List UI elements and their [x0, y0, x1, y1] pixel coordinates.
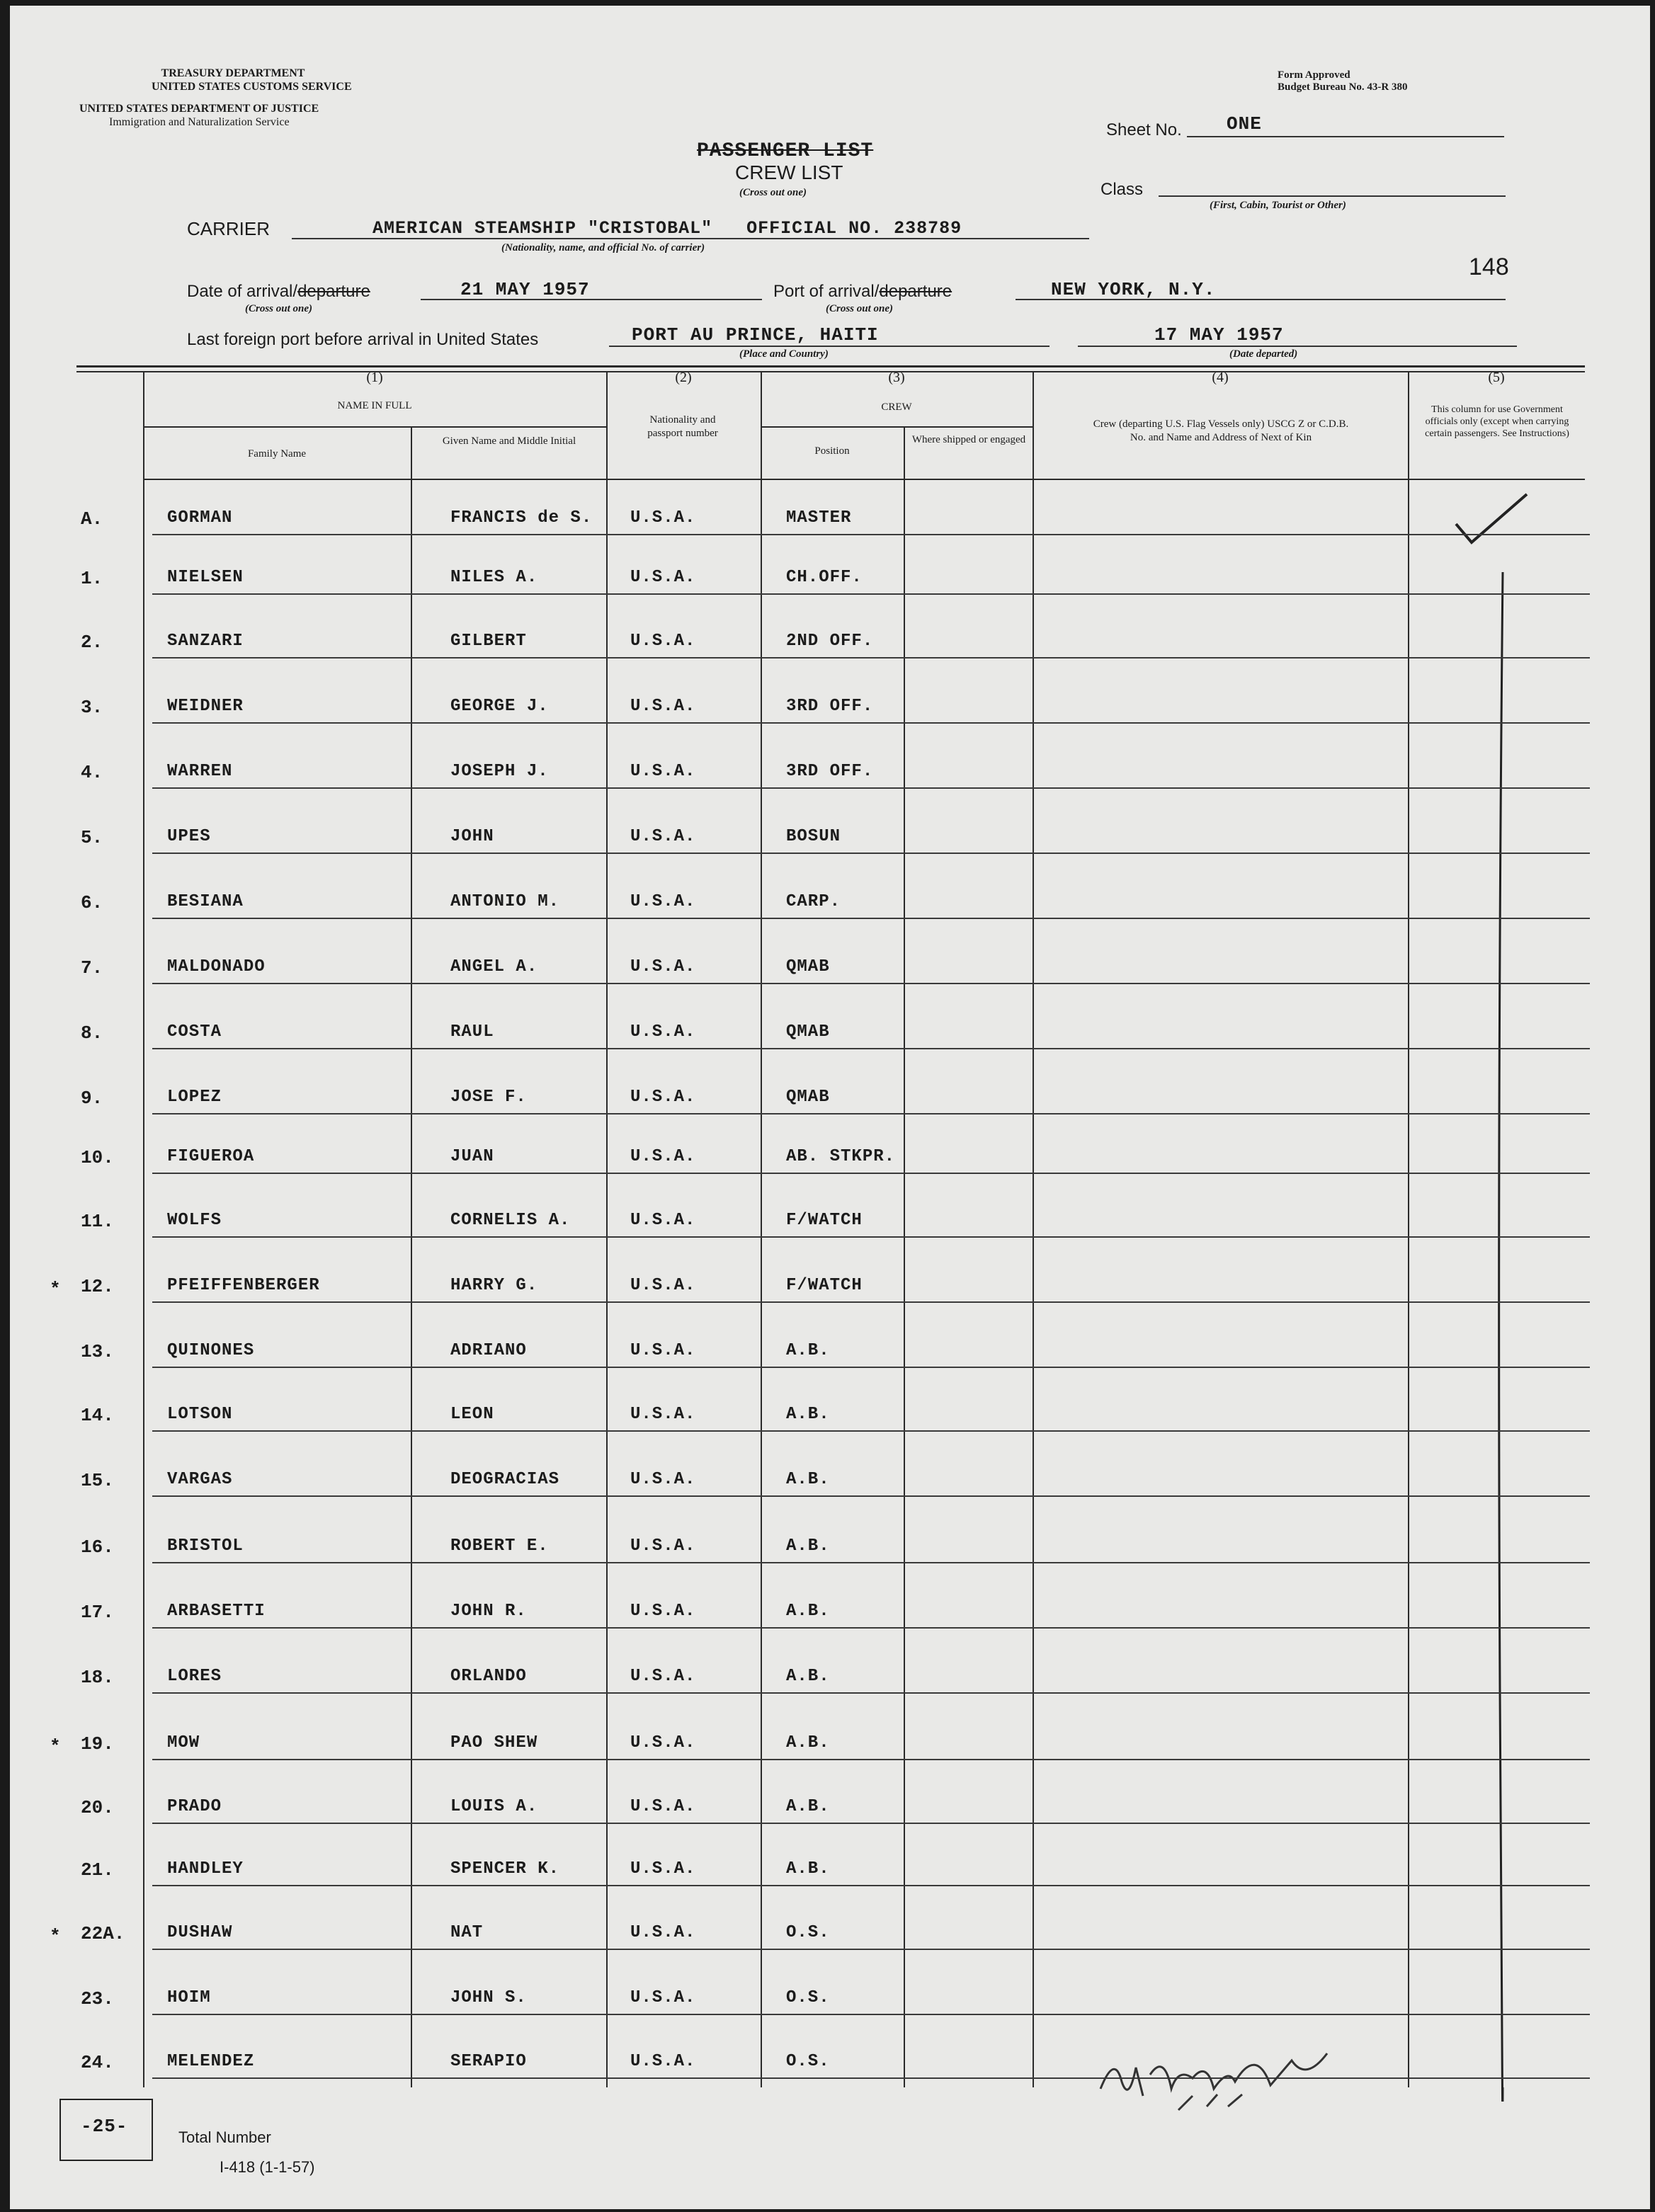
row-rule — [152, 918, 1590, 919]
total-label: Total Number — [178, 2128, 271, 2146]
last-port-label: Last foreign port before arrival in United States — [187, 330, 539, 349]
crew-position: A.B. — [786, 1667, 830, 1686]
date-cross-hint: (Cross out one) — [245, 303, 313, 314]
form-approved-block — [1278, 69, 1408, 93]
family-name: MELENDEZ — [167, 2052, 255, 2071]
row-rule — [152, 1367, 1590, 1368]
carrier-value: AMERICAN STEAMSHIP "CRISTOBAL" OFFICIAL NO. 238789 — [372, 218, 962, 239]
row-number: 16. — [81, 1537, 114, 1558]
nationality: U.S.A. — [630, 1537, 696, 1556]
row-rule — [152, 593, 1590, 595]
row-number: 2. — [81, 632, 103, 653]
sheet-line — [1187, 136, 1504, 137]
agency-justice — [79, 102, 319, 129]
row-number: 10. — [81, 1147, 114, 1168]
row-number: 11. — [81, 1211, 114, 1232]
row-rule — [152, 1692, 1590, 1694]
crew-position: A.B. — [786, 1537, 830, 1556]
nationality: U.S.A. — [630, 1797, 696, 1816]
cross-out-hint: (Cross out one) — [739, 187, 807, 198]
last-port-value: PORT AU PRINCE, HAITI — [632, 324, 879, 346]
given-name: ORLANDO — [450, 1667, 527, 1686]
table-top-rule — [76, 365, 1585, 367]
col4-number: (4) — [1212, 370, 1229, 385]
nationality: U.S.A. — [630, 1088, 696, 1107]
given-name: GILBERT — [450, 632, 527, 651]
col5-number: (5) — [1488, 370, 1505, 385]
family-name: DUSHAW — [167, 1923, 233, 1942]
row-number: 22A. — [81, 1923, 125, 1944]
family-name: COSTA — [167, 1022, 222, 1042]
row-number: 18. — [81, 1667, 114, 1688]
row-rule — [152, 1823, 1590, 1824]
col1-number: (1) — [366, 370, 383, 385]
family-name: HOIM — [167, 1988, 211, 2007]
given-name: DEOGRACIAS — [450, 1470, 560, 1489]
sheet-label: Sheet No. — [1106, 120, 1182, 139]
carrier-hint: (Nationality, name, and official No. of carrier) — [501, 242, 705, 253]
header-subline — [761, 426, 1033, 428]
col3a-title: Position — [814, 445, 850, 457]
agency-line: Immigration and Naturalization Service — [109, 116, 290, 128]
family-name: MOW — [167, 1733, 200, 1752]
crew-position: CARP. — [786, 892, 841, 911]
given-name: LOUIS A. — [450, 1797, 538, 1816]
crew-position: BOSUN — [786, 827, 841, 846]
col3b-title: Where shipped or engaged — [911, 434, 1026, 445]
family-name: ARBASETTI — [167, 1602, 266, 1621]
row-number: 20. — [81, 1797, 114, 1818]
given-name: ANGEL A. — [450, 957, 538, 976]
col3-number: (3) — [888, 370, 905, 385]
row-number: 12. — [81, 1276, 114, 1297]
row-number: 17. — [81, 1602, 114, 1623]
col-divider — [904, 428, 905, 2087]
last-port-line — [609, 346, 1050, 347]
row-mark: * — [50, 1279, 61, 1300]
family-name: BRISTOL — [167, 1537, 244, 1556]
row-mark: * — [50, 1926, 61, 1947]
given-name: HARRY G. — [450, 1276, 538, 1295]
crew-position: A.B. — [786, 1602, 830, 1621]
port-cross-hint: (Cross out one) — [826, 303, 894, 314]
row-rule — [152, 1430, 1590, 1432]
crew-position: A.B. — [786, 1797, 830, 1816]
family-name: QUINONES — [167, 1341, 255, 1360]
row-number: 19. — [81, 1733, 114, 1755]
row-number: 6. — [81, 892, 103, 913]
port-label-text: Port of arrival/ — [773, 282, 880, 301]
nationality: U.S.A. — [630, 1667, 696, 1686]
row-rule — [152, 1885, 1590, 1886]
col1b-title: Given Name and Middle Initial — [442, 435, 576, 447]
row-number: 23. — [81, 1988, 114, 2009]
given-name: ROBERT E. — [450, 1537, 549, 1556]
given-name: JOHN S. — [450, 1988, 527, 2007]
family-name: VARGAS — [167, 1470, 233, 1489]
nationality: U.S.A. — [630, 957, 696, 976]
form-approved: Form Approved — [1278, 69, 1350, 81]
class-line — [1159, 195, 1506, 197]
crew-position: A.B. — [786, 1859, 830, 1879]
agency-treasury — [152, 67, 352, 93]
nationality: U.S.A. — [630, 568, 696, 587]
total-value: -25- — [81, 2116, 128, 2137]
crew-position: QMAB — [786, 1022, 830, 1042]
col1a-title: Family Name — [247, 448, 307, 460]
crew-position: O.S. — [786, 1988, 830, 2007]
nationality: U.S.A. — [630, 632, 696, 651]
given-name: PAO SHEW — [450, 1733, 538, 1752]
port-value: NEW YORK, N.Y. — [1051, 279, 1216, 300]
row-number: 7. — [81, 957, 103, 979]
agency-line: TREASURY DEPARTMENT — [161, 67, 305, 79]
nationality: U.S.A. — [630, 1211, 696, 1230]
crew-list-document — [10, 6, 1650, 2209]
nationality: U.S.A. — [630, 1147, 696, 1166]
row-rule — [152, 1173, 1590, 1174]
crew-position: F/WATCH — [786, 1211, 863, 1230]
family-name: HANDLEY — [167, 1859, 244, 1879]
row-rule — [152, 534, 1590, 535]
row-number: 3. — [81, 697, 103, 718]
nationality: U.S.A. — [630, 1022, 696, 1042]
date-label — [187, 282, 370, 302]
nationality: U.S.A. — [630, 1602, 696, 1621]
family-name: WEIDNER — [167, 697, 244, 716]
col3-title: CREW — [881, 401, 912, 413]
family-name: SANZARI — [167, 632, 244, 651]
nationality: U.S.A. — [630, 697, 696, 716]
row-number: 1. — [81, 568, 103, 589]
nationality: U.S.A. — [630, 1341, 696, 1360]
list-type: CREW LIST — [735, 161, 843, 183]
departed-value: 17 MAY 1957 — [1154, 324, 1284, 346]
crew-position: 3RD OFF. — [786, 697, 874, 716]
row-rule — [152, 787, 1590, 789]
class-hint: (First, Cabin, Tourist or Other) — [1210, 200, 1346, 211]
departed-line — [1078, 346, 1517, 347]
row-rule — [152, 657, 1590, 659]
row-rule — [152, 983, 1590, 984]
row-rule — [152, 1627, 1590, 1629]
row-rule — [152, 1048, 1590, 1049]
crew-position: A.B. — [786, 1341, 830, 1360]
form-number: I-418 (1-1-57) — [220, 2158, 315, 2176]
total-box — [59, 2099, 153, 2161]
row-number: 5. — [81, 827, 103, 848]
family-name: BESIANA — [167, 892, 244, 911]
header-bottom-rule — [143, 479, 1585, 480]
family-name: WARREN — [167, 762, 233, 781]
port-label — [773, 282, 952, 302]
given-name: FRANCIS de S. — [450, 508, 593, 528]
given-name: JOSE F. — [450, 1088, 527, 1107]
crew-position: A.B. — [786, 1733, 830, 1752]
given-name: GEORGE J. — [450, 697, 549, 716]
row-number: A. — [81, 508, 103, 530]
family-name: LOTSON — [167, 1405, 233, 1424]
given-name: LEON — [450, 1405, 494, 1424]
family-name: UPES — [167, 827, 211, 846]
family-name: GORMAN — [167, 508, 233, 528]
date-crossed: departure — [297, 282, 370, 301]
checkmark-annotation — [1448, 487, 1540, 2102]
family-name: LOPEZ — [167, 1088, 222, 1107]
row-rule — [152, 1113, 1590, 1114]
nationality: U.S.A. — [630, 1923, 696, 1942]
crew-position: O.S. — [786, 1923, 830, 1942]
nationality: U.S.A. — [630, 892, 696, 911]
nationality: U.S.A. — [630, 762, 696, 781]
crew-position: CH.OFF. — [786, 568, 863, 587]
crew-position: QMAB — [786, 957, 830, 976]
col-divider — [143, 372, 144, 2087]
nationality: U.S.A. — [630, 1405, 696, 1424]
crew-position: O.S. — [786, 2052, 830, 2071]
family-name: PRADO — [167, 1797, 222, 1816]
class-label: Class — [1101, 180, 1144, 199]
row-rule — [152, 1562, 1590, 1563]
row-rule — [152, 722, 1590, 724]
given-name: ADRIANO — [450, 1341, 527, 1360]
page-number: 148 — [1469, 253, 1509, 280]
col-divider — [1408, 372, 1409, 2087]
given-name: CORNELIS A. — [450, 1211, 571, 1230]
departed-hint: (Date departed) — [1229, 348, 1298, 360]
date-value: 21 MAY 1957 — [460, 279, 590, 300]
agency-line: UNITED STATES CUSTOMS SERVICE — [152, 81, 352, 93]
given-name: SPENCER K. — [450, 1859, 560, 1879]
crew-position: 3RD OFF. — [786, 762, 874, 781]
given-name: SERAPIO — [450, 2052, 527, 2071]
given-name: JOHN — [450, 827, 494, 846]
given-name: RAUL — [450, 1022, 494, 1042]
crew-position: F/WATCH — [786, 1276, 863, 1295]
nationality: U.S.A. — [630, 827, 696, 846]
given-name: ANTONIO M. — [450, 892, 560, 911]
nationality: U.S.A. — [630, 1859, 696, 1879]
row-rule — [152, 2014, 1590, 2015]
family-name: FIGUEROA — [167, 1147, 255, 1166]
header-subline — [143, 426, 606, 428]
row-rule — [152, 1301, 1590, 1303]
given-name: JOHN R. — [450, 1602, 527, 1621]
sheet-value: ONE — [1227, 113, 1262, 135]
budget-bureau: Budget Bureau No. 43-R 380 — [1278, 81, 1408, 93]
col2-number: (2) — [675, 370, 692, 385]
col4-title: Crew (departing U.S. Flag Vessels only) USCG Z or C.D.B. No. and Name and Address of Next of Kin — [1093, 418, 1349, 443]
family-name: MALDONADO — [167, 957, 266, 976]
signature — [1093, 2039, 1363, 2117]
row-rule — [152, 1495, 1590, 1497]
row-rule — [152, 1759, 1590, 1760]
row-number: 14. — [81, 1405, 114, 1426]
col-divider — [411, 428, 412, 2087]
carrier-label: CARRIER — [187, 218, 271, 239]
given-name: JOSEPH J. — [450, 762, 549, 781]
col-divider — [1033, 372, 1034, 2087]
last-port-hint: (Place and Country) — [739, 348, 829, 360]
family-name: LORES — [167, 1667, 222, 1686]
row-number: 13. — [81, 1341, 114, 1362]
given-name: NAT — [450, 1923, 484, 1942]
given-name: JUAN — [450, 1147, 494, 1166]
row-number: 4. — [81, 762, 103, 783]
crew-position: A.B. — [786, 1405, 830, 1424]
crew-position: QMAB — [786, 1088, 830, 1107]
crew-position: A.B. — [786, 1470, 830, 1489]
date-label-text: Date of arrival/ — [187, 282, 298, 301]
nationality: U.S.A. — [630, 1276, 696, 1295]
col-divider — [761, 372, 762, 2087]
nationality: U.S.A. — [630, 1988, 696, 2007]
col2-title: Nationality and passport number — [647, 414, 718, 439]
row-mark: * — [50, 1736, 61, 1757]
row-rule — [152, 1236, 1590, 1238]
row-number: 21. — [81, 1859, 114, 1881]
col-divider — [606, 372, 608, 2087]
col1-title: NAME IN FULL — [337, 400, 412, 411]
nationality: U.S.A. — [630, 2052, 696, 2071]
row-number: 8. — [81, 1022, 103, 1044]
family-name: WOLFS — [167, 1211, 222, 1230]
list-type-crossed: PASSENGER LIST — [697, 140, 874, 162]
row-rule — [152, 2077, 1590, 2079]
crew-position: 2ND OFF. — [786, 632, 874, 651]
crew-position: MASTER — [786, 508, 852, 528]
family-name: NIELSEN — [167, 568, 244, 587]
nationality: U.S.A. — [630, 1470, 696, 1489]
agency-line: UNITED STATES DEPARTMENT OF JUSTICE — [79, 103, 319, 115]
family-name: PFEIFFENBERGER — [167, 1276, 320, 1295]
col5-title: This column for use Government officials only (except when carrying certain passengers. See Instructions) — [1425, 404, 1569, 439]
nationality: U.S.A. — [630, 1733, 696, 1752]
row-rule — [152, 853, 1590, 854]
crew-position: AB. STKPR. — [786, 1147, 896, 1166]
nationality: U.S.A. — [630, 508, 696, 528]
given-name: NILES A. — [450, 568, 538, 587]
port-crossed: departure — [879, 282, 952, 301]
row-number: 9. — [81, 1088, 103, 1109]
row-rule — [152, 1949, 1590, 1950]
row-number: 15. — [81, 1470, 114, 1491]
row-number: 24. — [81, 2052, 114, 2073]
